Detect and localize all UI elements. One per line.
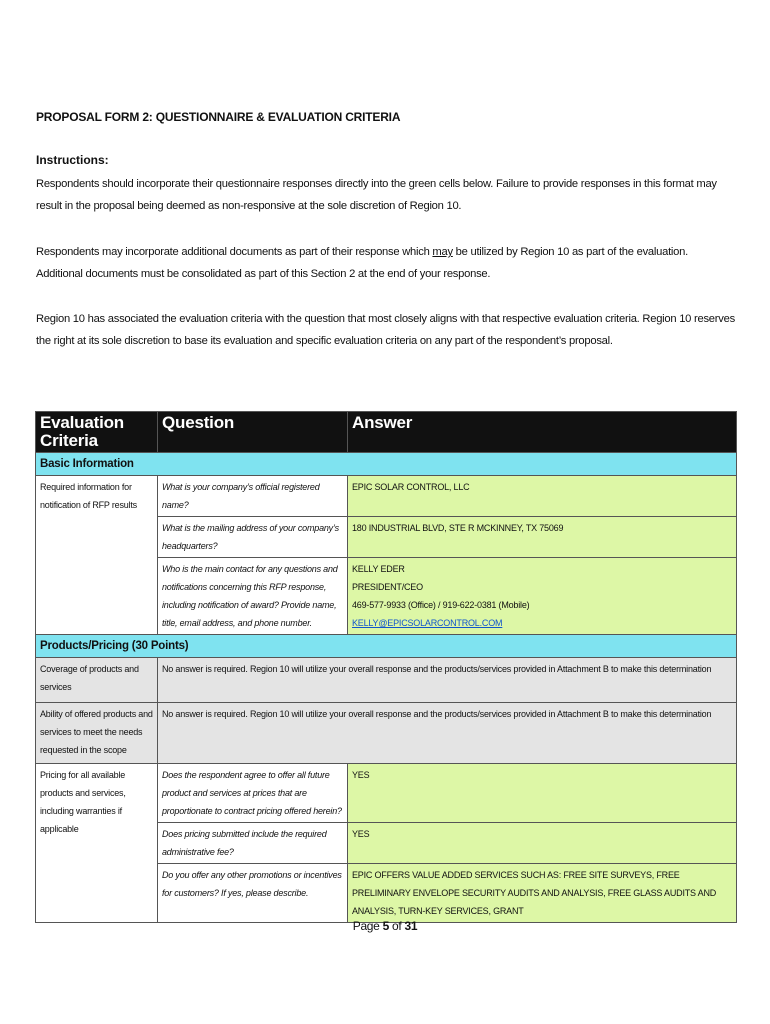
p2-text-before: Respondents may incorporate additional documents as part of their response which [36, 246, 433, 258]
answer-future-pricing[interactable]: YES [348, 764, 737, 823]
p2-text-after: be utilized by Region 10 as part of the evaluation. Additional documents must be consolidated as part of this Section 2 at the end of your response. [36, 246, 688, 280]
instructions-heading: Instructions: [36, 153, 109, 167]
instructions-paragraph-2 [36, 241, 736, 285]
footer-total-pages: 31 [404, 919, 418, 933]
contact-email-link[interactable]: KELLY@EPICSOLARCONTROL.COM [352, 618, 503, 628]
header-answer: Answer [348, 412, 737, 453]
instructions-paragraph-1: Respondents should incorporate their questionnaire responses directly into the green cells below. Failure to provide responses in this format may result in the proposal being deemed as non-responsive at the sole discretion of Region 10. [36, 178, 717, 212]
answer-main-contact[interactable] [348, 558, 737, 635]
footer-page-word: Page [352, 919, 380, 933]
section-row-basic-information [36, 453, 737, 476]
ability-no-answer-note: No answer is required. Region 10 will utilize your overall response and the products/services provided in Attachment B to make this determination [158, 703, 737, 764]
table-header-row [36, 412, 737, 453]
footer-of-word: of [392, 919, 402, 933]
section-basic-information: Basic Information [36, 453, 737, 476]
page-number-footer [0, 919, 770, 933]
criteria-pricing: Pricing for all available products and services, including warranties if applicable [36, 764, 158, 923]
criteria-ability: Ability of offered products and services to meet the needs requested in the scope [36, 703, 158, 764]
table-row [36, 703, 737, 764]
contact-name: KELLY EDER [352, 564, 405, 574]
p2-underlined-word: may [432, 246, 453, 258]
section-row-products-pricing [36, 635, 737, 658]
question-mailing-address: What is the mailing address of your company’s headquarters? [158, 517, 348, 558]
question-administrative-fee: Does pricing submitted include the required administrative fee? [158, 823, 348, 864]
table-row [36, 476, 737, 517]
evaluation-criteria-table [35, 411, 737, 923]
answer-promotions[interactable]: EPIC OFFERS VALUE ADDED SERVICES SUCH AS: FREE SITE SURVEYS, FREE PRELIMINARY ENVELOPE SECURITY AUDITS AND ANALYSIS, FREE GLASS AUDITS AND ANALYSIS, TURN-KEY SERVICES, GRANT [348, 864, 737, 923]
form-title: PROPOSAL FORM 2: QUESTIONNAIRE & EVALUATION CRITERIA [36, 110, 401, 124]
header-evaluation-criteria: Evaluation Criteria [36, 412, 158, 453]
header-question: Question [158, 412, 348, 453]
answer-company-name[interactable]: EPIC SOLAR CONTROL, LLC [348, 476, 737, 517]
answer-mailing-address[interactable]: 180 INDUSTRIAL BLVD, STE R MCKINNEY, TX 75069 [348, 517, 737, 558]
criteria-coverage: Coverage of products and services [36, 658, 158, 703]
criteria-required-information: Required information for notification of RFP results [36, 476, 158, 635]
question-promotions: Do you offer any other promotions or incentives for customers? If yes, please describe. [158, 864, 348, 923]
question-future-pricing: Does the respondent agree to offer all future product and services at prices that are proportionate to contract pricing offered herein? [158, 764, 348, 823]
section-products-pricing: Products/Pricing (30 Points) [36, 635, 737, 658]
table-row [36, 764, 737, 823]
footer-current-page: 5 [382, 919, 389, 933]
contact-title: PRESIDENT/CEO [352, 582, 423, 592]
coverage-no-answer-note: No answer is required. Region 10 will utilize your overall response and the products/services provided in Attachment B to make this determination [158, 658, 737, 703]
instructions-paragraph-3: Region 10 has associated the evaluation criteria with the question that most closely aligns with that respective evaluation criteria. Region 10 reserves the right at its sole discretion to base its evaluation and specific evaluation criteria on any part of the respondent’s proposal. [36, 313, 735, 347]
table-row [36, 658, 737, 703]
contact-phone: 469-577-9933 (Office) / 919-622-0381 (Mobile) [352, 600, 530, 610]
question-company-name: What is your company’s official registered name? [158, 476, 348, 517]
question-main-contact: Who is the main contact for any questions and notifications concerning this RFP response, including notification of award? Provide name, title, email address, and phone number. [158, 558, 348, 635]
answer-administrative-fee[interactable]: YES [348, 823, 737, 864]
